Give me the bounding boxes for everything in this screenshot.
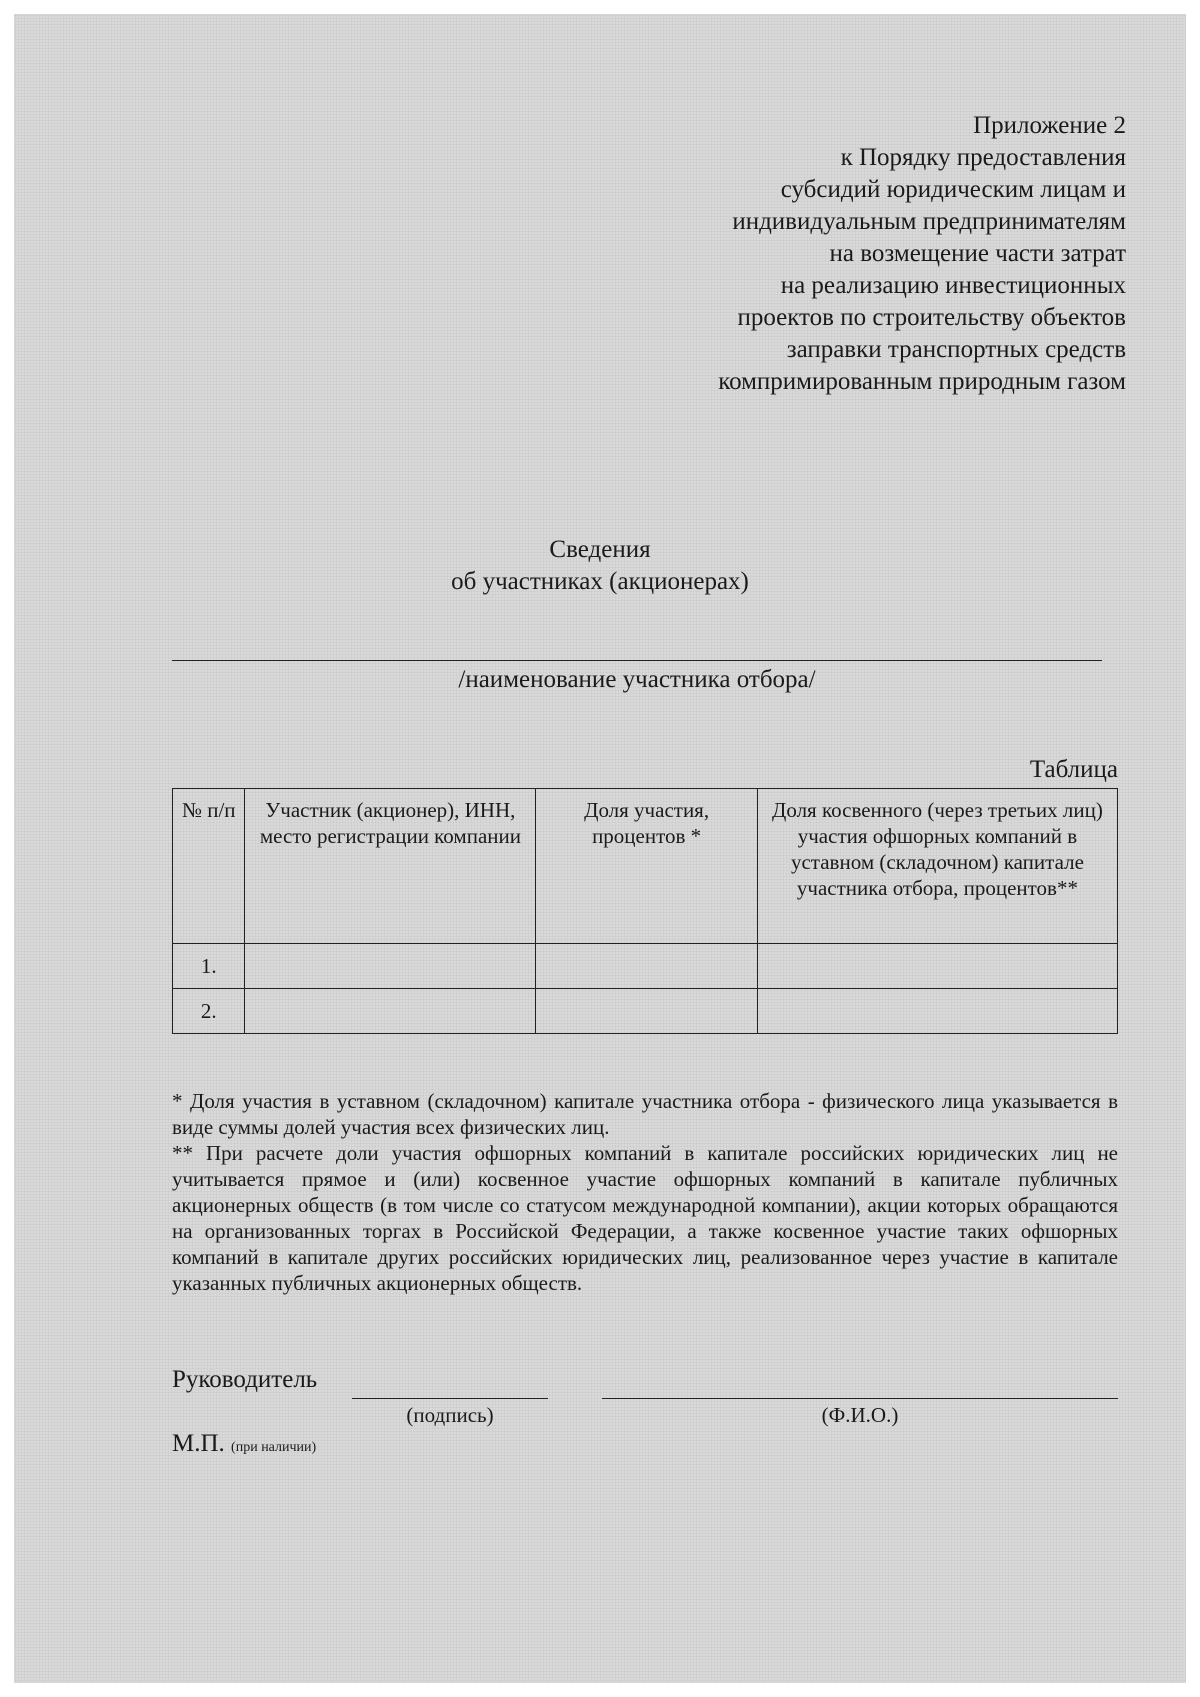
header-participant: Участник (акционер), ИНН, место регистрации компании (245, 789, 536, 944)
table-header-row (173, 789, 1118, 944)
annex-line: заправки транспортных средств (786, 336, 1126, 363)
table-label: Таблица (1029, 756, 1118, 783)
annex-line: субсидий юридическим лицам и (780, 176, 1126, 203)
footnotes (172, 1088, 1118, 1296)
annex-line: к Порядку предоставления (840, 144, 1126, 171)
stamp-note: (при наличии) (231, 1440, 317, 1455)
stamp-place (172, 1428, 316, 1464)
signature-caption: (подпись) (406, 1403, 494, 1427)
row-offshore-cell (757, 989, 1117, 1034)
participant-name-line (172, 660, 1102, 661)
full-name-caption: (Ф.И.О.) (821, 1403, 899, 1427)
footnote-2: ** При расчете доли участия офшорных компаний в капитале российских юридических лиц не учитывается прямое и (или) косвенное участие офшорных компаний в капитале публичных акционерных обществ (в том числе со статусом международной компании), акции которых обращаются на организованных торгах в Российской Федерации, а также косвенное участие таких офшорных компаний в капитале других российских юридических лиц, реализованное через участие в капитале указанных публичных акционерных обществ. (172, 1141, 1118, 1295)
stamp-label: М.П. (172, 1430, 225, 1457)
annex-line: компримированным природным газом (718, 368, 1126, 395)
signature-block (172, 1364, 1118, 1427)
header-offshore-share: Доля косвенного (через третьих лиц) участия офшорных компаний в уставном (складочном) капитале участника отбора, процентов** (757, 789, 1117, 944)
annex-line: Приложение 2 (973, 112, 1126, 139)
row-number: 1. (173, 944, 245, 989)
table-row (173, 989, 1118, 1034)
header-number: № п/п (173, 789, 245, 944)
annex-line: на возмещение части затрат (829, 240, 1126, 267)
table-row (173, 944, 1118, 989)
row-number: 2. (173, 989, 245, 1034)
participant-name-caption: /наименование участника отбора/ (458, 666, 816, 693)
signature-line (352, 1398, 548, 1399)
annex-header (506, 110, 1126, 398)
row-participant-cell (245, 944, 536, 989)
annex-line: индивидуальным предпринимателям (732, 208, 1126, 235)
footnote-1: * Доля участия в уставном (складочном) капитале участника отбора - физического лица указывается в виде суммы долей участия всех физических лиц. (172, 1089, 1118, 1139)
row-share-cell (536, 989, 758, 1034)
row-participant-cell (245, 989, 536, 1034)
full-name-line (602, 1398, 1118, 1399)
participants-table (172, 788, 1118, 1034)
annex-line: проектов по строительству объектов (737, 304, 1126, 331)
title-line-1: Сведения (549, 536, 651, 563)
document-page (14, 14, 1186, 1683)
signature-label: Руководитель (172, 1366, 318, 1393)
document-title (14, 534, 1186, 598)
row-share-cell (536, 944, 758, 989)
header-share: Доля участия, процентов * (536, 789, 758, 944)
row-offshore-cell (757, 944, 1117, 989)
annex-line: на реализацию инвестиционных (780, 272, 1126, 299)
title-line-2: об участниках (акционерах) (451, 568, 749, 595)
